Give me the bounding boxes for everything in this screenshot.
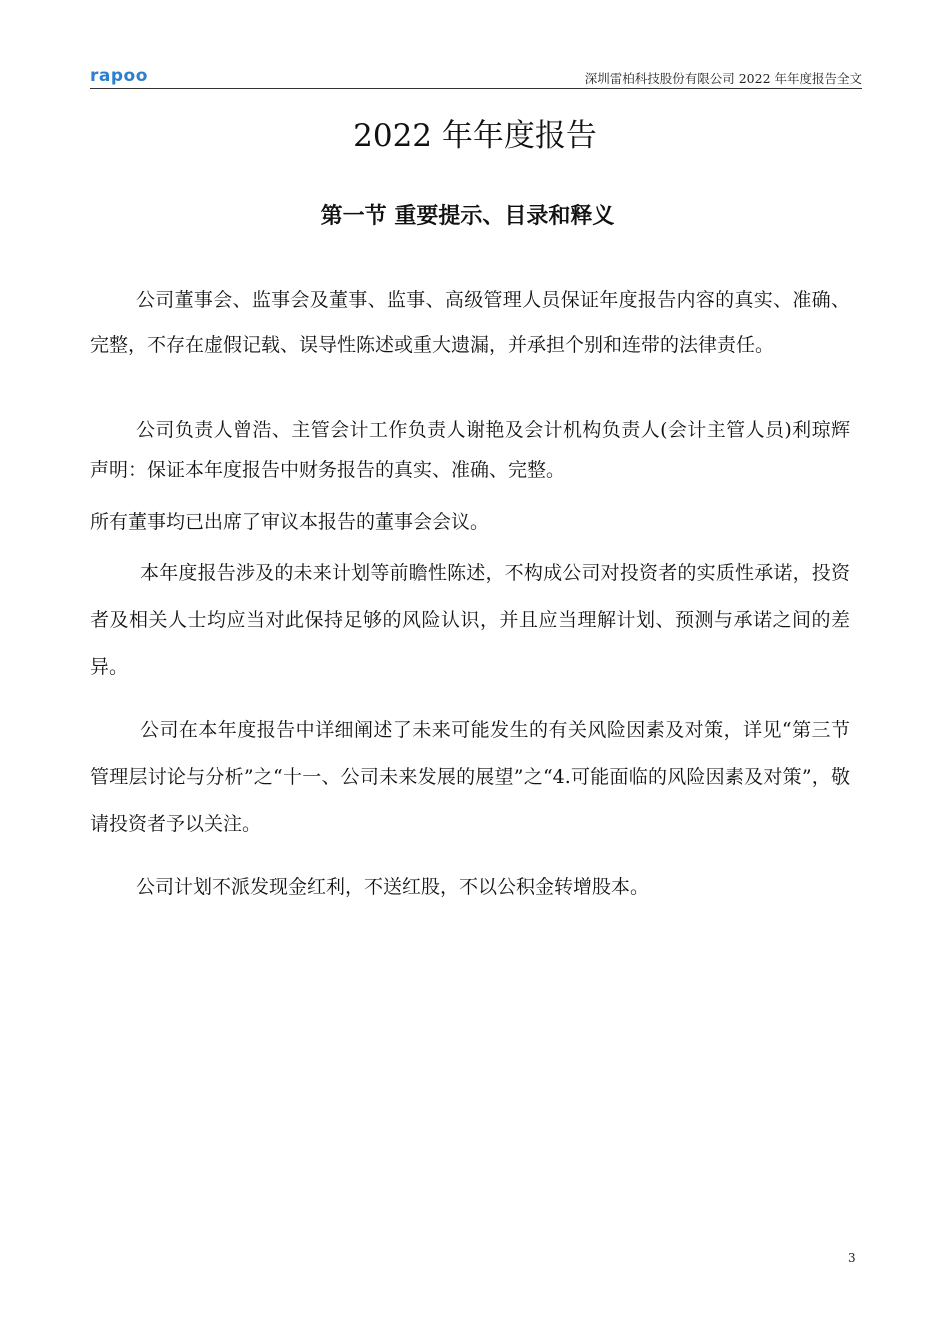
page-header bbox=[90, 62, 862, 89]
paragraph-directors-attendance: 所有董事均已出席了审议本报告的董事会会议。 bbox=[90, 511, 490, 533]
paragraph-risk-factors: 公司在本年度报告中详细阐述了未来可能发生的有关风险因素及对策，详见“第三节管理层讨论与分析”之“十一、公司未来发展的展望”之“4.可能面临的风险因素及对策”，敬请投资者予以关注。 bbox=[90, 719, 850, 835]
header-document-title: 深圳雷柏科技股份有限公司 2022 年年度报告全文 bbox=[584, 71, 862, 86]
section-title: 第一节 重要提示、目录和释义 bbox=[320, 203, 615, 229]
report-title: 2022 年年度报告 bbox=[353, 118, 597, 154]
page-number: 3 bbox=[848, 1251, 856, 1265]
rapoo-logo: rapoo bbox=[90, 66, 148, 86]
paragraph-dividend-plan: 公司计划不派发现金红利，不送红股，不以公积金转增股本。 bbox=[136, 876, 650, 898]
paragraph-board-guarantee: 公司董事会、监事会及董事、监事、高级管理人员保证年度报告内容的真实、准确、完整，不存在虚假记载、误导性陈述或重大遗漏，并承担个别和连带的法律责任。 bbox=[90, 289, 850, 356]
paragraph-forward-looking-statement: 本年度报告涉及的未来计划等前瞻性陈述，不构成公司对投资者的实质性承诺，投资者及相关人士均应当对此保持足够的风险认识，并且应当理解计划、预测与承诺之间的差异。 bbox=[90, 562, 850, 678]
paragraph-responsible-persons-statement: 公司负责人曾浩、主管会计工作负责人谢艳及会计机构负责人(会计主管人员)利琼辉声明：保证本年度报告中财务报告的真实、准确、完整。 bbox=[90, 419, 850, 481]
